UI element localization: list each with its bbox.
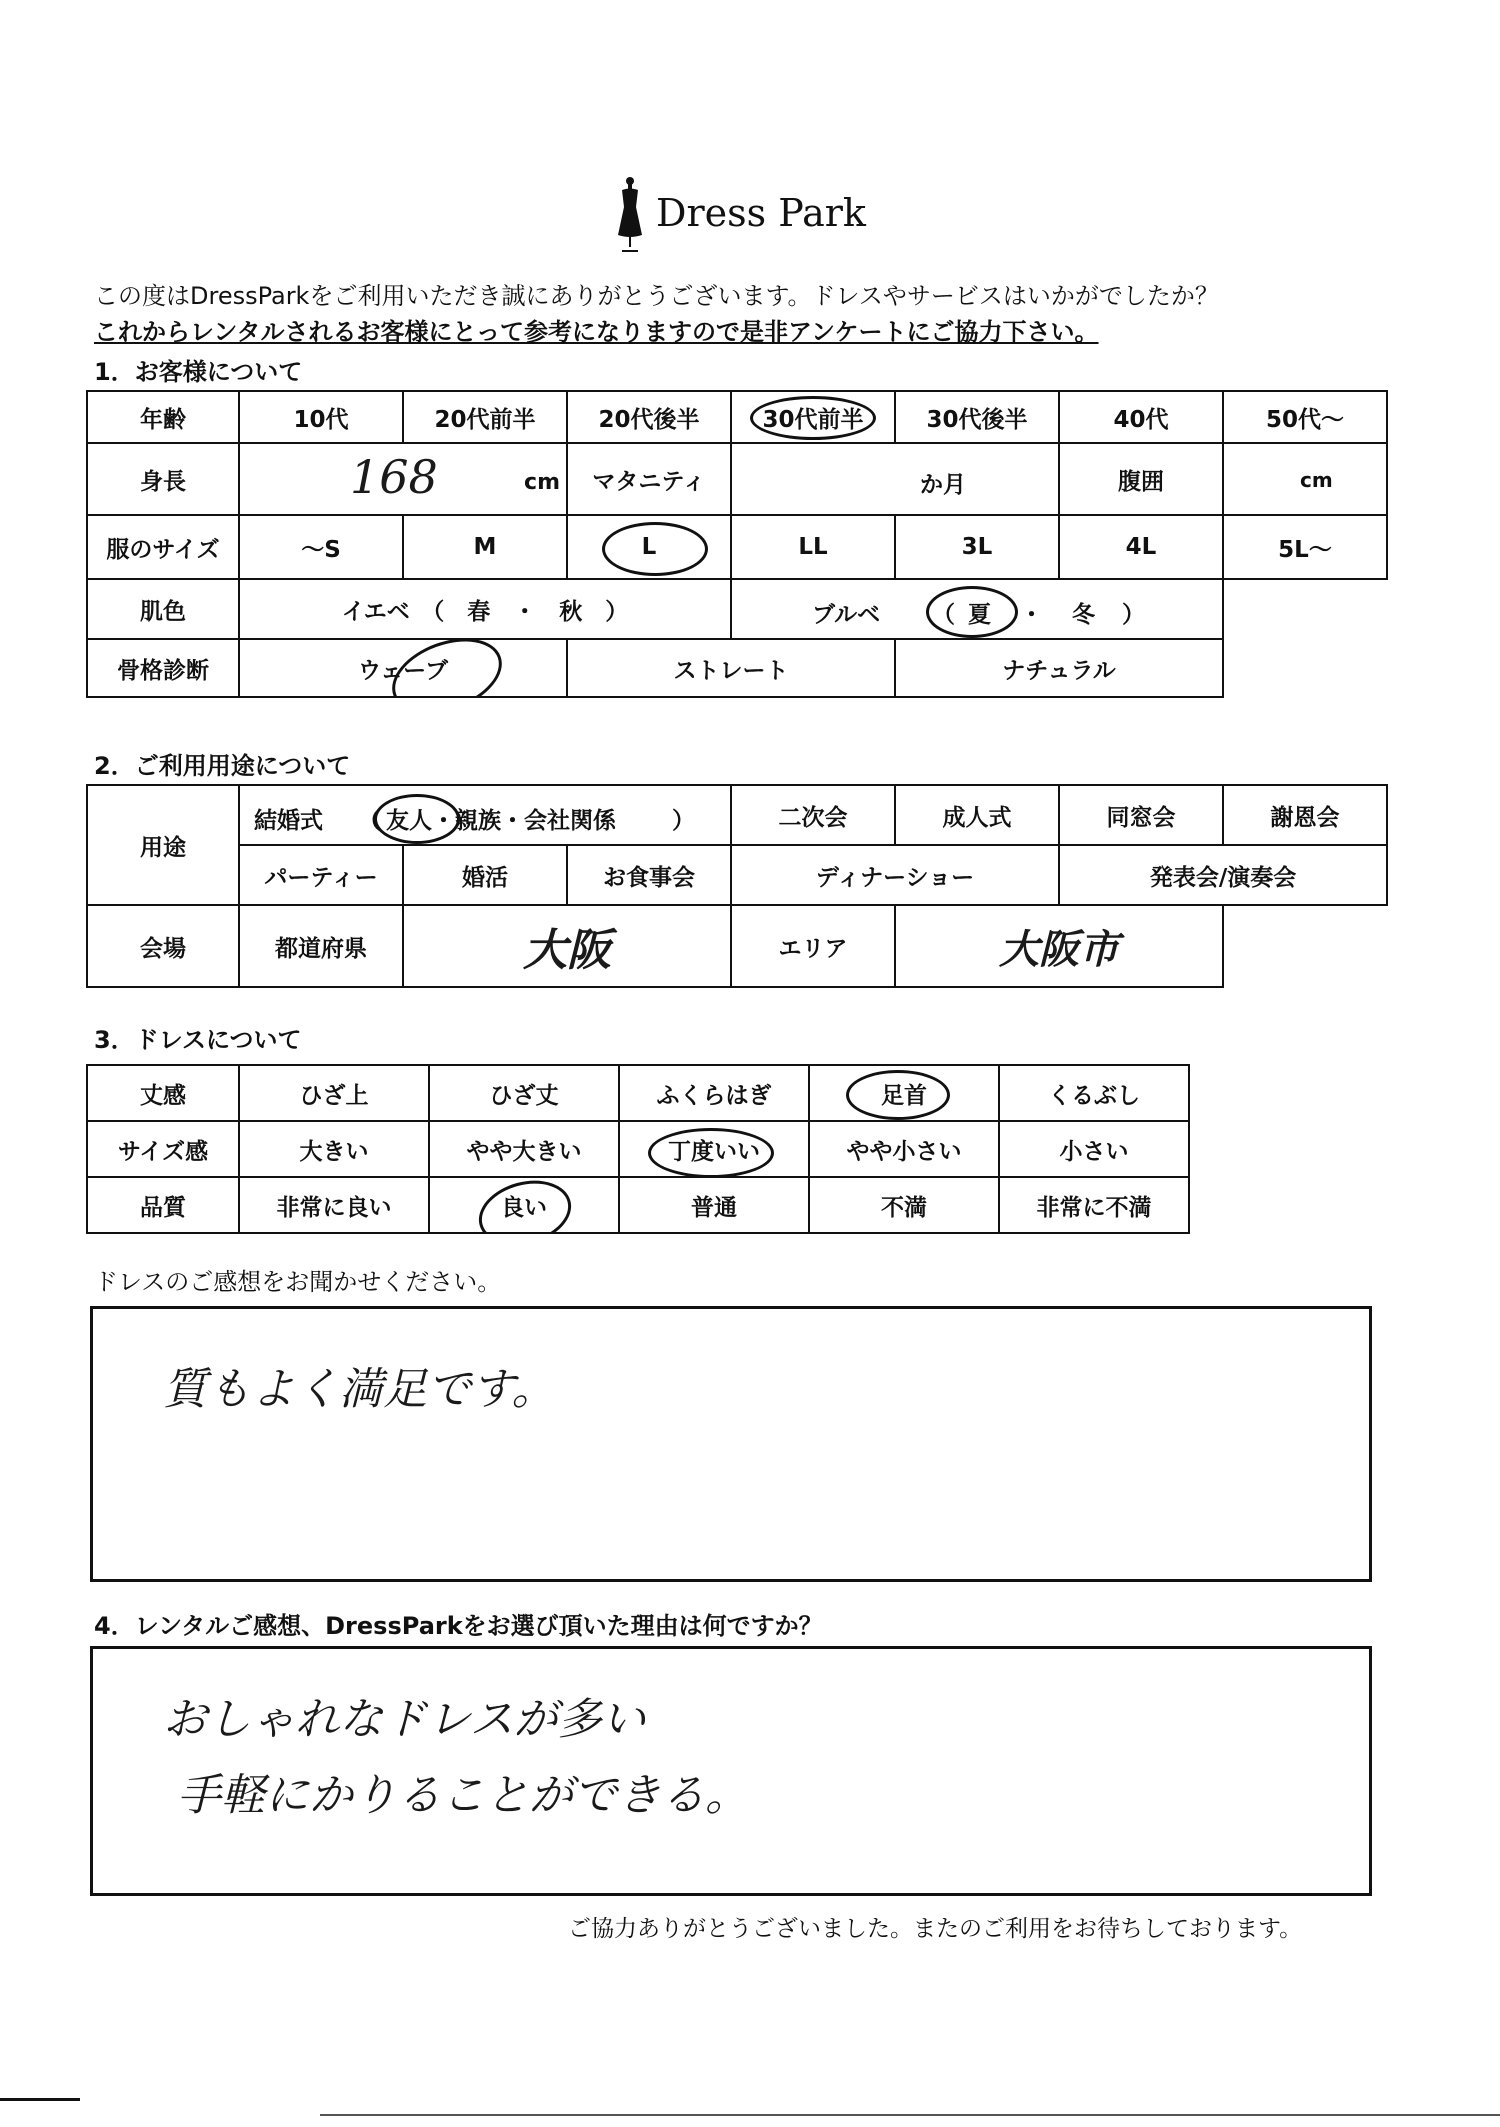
area-label: エリア <box>731 905 895 987</box>
fit-option-selected[interactable] <box>619 1121 809 1177</box>
skin-blue-prefix: ブルベ <box>812 602 881 628</box>
wedding-paren-open: （ <box>358 808 381 834</box>
usage-option[interactable]: 発表会/演奏会 <box>1059 845 1387 905</box>
skin-yellow-option[interactable]: イエベ （ 春 ・ 秋 ） <box>239 579 731 639</box>
length-option-selected[interactable] <box>809 1065 999 1121</box>
fit-option-text: 丁度いい <box>668 1138 760 1165</box>
reason-line-2: 手軽にかりることができる。 <box>177 1770 749 1821</box>
age-label: 年齢 <box>87 391 239 443</box>
waist-unit: cm <box>1300 468 1333 492</box>
comment-label: ドレスのご感想をお聞かせください。 <box>94 1268 502 1296</box>
quality-option[interactable]: 非常に不満 <box>999 1177 1189 1233</box>
skeleton-label: 骨格診断 <box>87 639 239 697</box>
skeleton-row <box>87 639 1387 697</box>
usage-table <box>86 784 1388 988</box>
size-option-selected[interactable] <box>567 515 731 579</box>
section4-title: 4．レンタルご感想、DressParkをお選び頂いた理由は何ですか？ <box>94 1612 823 1640</box>
maternity-field[interactable] <box>731 443 1059 515</box>
reason-line-1: おしゃれなドレスが多い <box>163 1694 646 1745</box>
skeleton-option[interactable]: ストレート <box>567 639 895 697</box>
usage-option[interactable]: 同窓会 <box>1059 785 1223 845</box>
venue-row <box>87 905 1387 987</box>
skin-paren-open: （ <box>932 602 955 628</box>
age-option[interactable]: 10代 <box>239 391 403 443</box>
usage-option[interactable]: 婚活 <box>403 845 567 905</box>
skeleton-option[interactable]: ナチュラル <box>895 639 1223 697</box>
skin-separator: ・ <box>1020 602 1043 628</box>
age-option[interactable]: 30代後半 <box>895 391 1059 443</box>
section2-title: 2．ご利用用途について <box>94 752 351 780</box>
age-row <box>87 391 1387 443</box>
logo-wordmark: Dress Park <box>656 191 866 235</box>
size-option-text: L <box>641 534 657 560</box>
wedding-option[interactable] <box>239 785 731 845</box>
skin-paren-close: ） <box>1122 602 1145 628</box>
size-option[interactable]: 3L <box>895 515 1059 579</box>
quality-option[interactable]: 不満 <box>809 1177 999 1233</box>
maternity-label: マタニティ <box>567 443 731 515</box>
skin-label: 肌色 <box>87 579 239 639</box>
waist-field[interactable] <box>1223 443 1387 515</box>
wedding-label: 結婚式 <box>254 808 323 834</box>
scan-edge-mark <box>0 2098 80 2101</box>
section3-title: 3．ドレスについて <box>94 1026 302 1054</box>
length-label: 丈感 <box>87 1065 239 1121</box>
height-row <box>87 443 1387 515</box>
length-option-text: 足首 <box>881 1082 927 1109</box>
section1-title: 1．お客様について <box>94 358 303 386</box>
skin-row <box>87 579 1387 639</box>
footer-thanks: ご協力ありがとうございました。またのご利用をお待ちしております。 <box>568 1916 1303 1942</box>
fit-option[interactable]: 大きい <box>239 1121 429 1177</box>
intro-text: この度はDressParkをご利用いただき誠にありがとうございます。ドレスやサービスはいかがでしたか？ <box>94 282 1219 310</box>
size-option[interactable]: 5L～ <box>1223 515 1387 579</box>
size-label: 服のサイズ <box>87 515 239 579</box>
usage-option[interactable]: 二次会 <box>731 785 895 845</box>
size-row <box>87 515 1387 579</box>
pref-value[interactable]: 大阪 <box>403 905 731 987</box>
age-option[interactable]: 40代 <box>1059 391 1223 443</box>
size-option[interactable]: M <box>403 515 567 579</box>
fit-option[interactable]: やや大きい <box>429 1121 619 1177</box>
quality-option[interactable]: 普通 <box>619 1177 809 1233</box>
usage-option[interactable]: ディナーショー <box>731 845 1059 905</box>
skin-blue-option[interactable] <box>731 579 1223 639</box>
fit-option[interactable]: 小さい <box>999 1121 1189 1177</box>
height-unit: cm <box>524 470 560 495</box>
dress-form-icon <box>612 175 648 255</box>
length-option[interactable]: くるぶし <box>999 1065 1189 1121</box>
maternity-unit: か月 <box>920 472 966 498</box>
comment-text: 質もよく満足です。 <box>163 1364 556 1415</box>
usage-option[interactable]: 成人式 <box>895 785 1059 845</box>
length-option[interactable]: ひざ上 <box>239 1065 429 1121</box>
dresspark-logo <box>612 175 872 255</box>
usage-option[interactable]: お食事会 <box>567 845 731 905</box>
fit-row <box>87 1121 1189 1177</box>
customer-info-table <box>86 390 1388 698</box>
length-option[interactable]: ふくらはぎ <box>619 1065 809 1121</box>
length-row <box>87 1065 1189 1121</box>
height-field[interactable] <box>239 443 567 515</box>
reason-box[interactable] <box>90 1646 1372 1896</box>
length-option[interactable]: ひざ丈 <box>429 1065 619 1121</box>
quality-label: 品質 <box>87 1177 239 1233</box>
usage-row-2 <box>87 845 1387 905</box>
size-option[interactable]: 4L <box>1059 515 1223 579</box>
age-option-selected[interactable] <box>731 391 895 443</box>
fit-option[interactable]: やや小さい <box>809 1121 999 1177</box>
comment-box[interactable] <box>90 1306 1372 1582</box>
scan-edge-line <box>320 2114 1500 2116</box>
pref-label: 都道府県 <box>239 905 403 987</box>
skin-blue-winter: 冬 <box>1072 602 1095 628</box>
quality-option[interactable]: 非常に良い <box>239 1177 429 1233</box>
area-value[interactable]: 大阪市 <box>895 905 1223 987</box>
intro-request: これからレンタルされるお客様にとって参考になりますので是非アンケートにご協力下さい。 <box>94 318 1099 346</box>
age-option[interactable]: 20代後半 <box>567 391 731 443</box>
dress-feedback-table <box>86 1064 1190 1234</box>
height-label: 身長 <box>87 443 239 515</box>
size-option[interactable]: LL <box>731 515 895 579</box>
usage-row-1 <box>87 785 1387 845</box>
skin-blue-summer: 夏 <box>968 602 991 628</box>
wedding-options: 友人・親族・会社関係 <box>386 808 616 834</box>
waist-label: 腹囲 <box>1059 443 1223 515</box>
fit-label: サイズ感 <box>87 1121 239 1177</box>
age-option-text: 30代前半 <box>762 406 864 433</box>
age-option[interactable]: 50代～ <box>1223 391 1387 443</box>
purpose-label: 用途 <box>87 785 239 905</box>
height-value: 168 <box>350 450 438 504</box>
size-option[interactable]: ～S <box>239 515 403 579</box>
usage-option[interactable]: 謝恩会 <box>1223 785 1387 845</box>
age-option[interactable]: 20代前半 <box>403 391 567 443</box>
quality-option-selected[interactable] <box>429 1177 619 1233</box>
skeleton-option-selected[interactable] <box>239 639 567 697</box>
skeleton-option-text: ウェーブ <box>358 657 448 684</box>
venue-label: 会場 <box>87 905 239 987</box>
quality-row <box>87 1177 1189 1233</box>
wedding-paren-close: ） <box>672 808 695 834</box>
usage-option[interactable]: パーティー <box>239 845 403 905</box>
quality-option-text: 良い <box>501 1194 547 1221</box>
